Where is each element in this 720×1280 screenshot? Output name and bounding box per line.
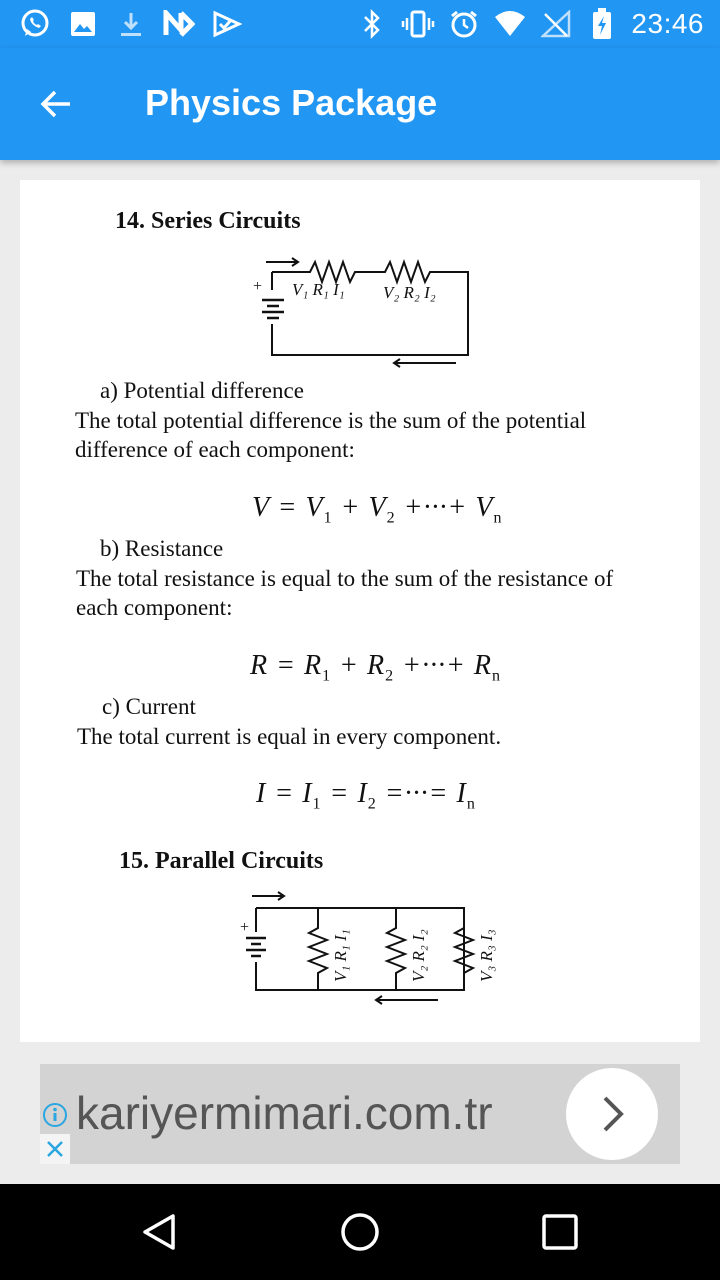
vibrate-icon — [401, 8, 435, 40]
nav-recents-button[interactable] — [536, 1208, 584, 1256]
wifi-icon — [493, 8, 527, 40]
back-button[interactable] — [28, 76, 84, 132]
clock: 23:46 — [631, 8, 704, 39]
positive-terminal-label: + — [253, 278, 263, 295]
current-subheading: c) Current — [102, 694, 196, 719]
no-signal-icon — [539, 8, 573, 40]
parallel-circuit-diagram — [238, 890, 498, 1010]
notification-icons — [18, 8, 244, 40]
parallel-positive-label: + — [240, 919, 250, 936]
system-icons — [355, 8, 704, 40]
current-equation: $I = I_1 = I_2$ =···= $I_n$ — [256, 778, 476, 813]
navigation-bar — [0, 1184, 720, 1280]
current-text: The total current is equal in every component. — [77, 724, 502, 749]
series-label-1: V₁ R₁ I₁ — [292, 280, 345, 299]
ad-banner[interactable] — [40, 1064, 680, 1164]
ad-close-button[interactable] — [40, 1134, 70, 1164]
series-circuit-diagram — [250, 260, 480, 370]
parallel-label-3: V₃ R₃ I₃ — [477, 929, 496, 982]
page-title: Physics Package — [145, 82, 438, 123]
bluetooth-icon — [355, 8, 389, 40]
nav-back-button[interactable] — [136, 1208, 184, 1256]
resistance-text: The total resistance is equal to the sum of the resistance of each component: — [76, 566, 614, 620]
ad-open-button[interactable] — [566, 1068, 658, 1160]
nav-recents-icon — [541, 1213, 579, 1251]
alarm-icon — [447, 8, 481, 40]
series-heading: 14. Series Circuits — [115, 208, 301, 234]
status-bar — [0, 0, 720, 48]
nav-back-icon — [140, 1212, 180, 1252]
resistance-subheading: b) Resistance — [100, 536, 224, 561]
app-bar — [0, 48, 720, 160]
download-icon — [114, 8, 148, 40]
potential-equation: $V = V_1 + V_2$ +···+ $V_n$ — [252, 492, 503, 527]
n-icon — [162, 8, 196, 40]
potential-subheading: a) Potential difference — [100, 378, 304, 403]
battery-charging-icon — [585, 8, 619, 40]
info-icon[interactable] — [42, 1102, 68, 1128]
arrow-back-icon — [38, 86, 74, 122]
close-icon — [45, 1139, 65, 1159]
resistance-equation: $R = R_1 + R_2$ +···+ $R_n$ — [250, 650, 502, 685]
series-label-2: V₂ R₂ I₂ — [383, 283, 436, 302]
image-icon — [66, 8, 100, 40]
chevron-right-icon — [592, 1094, 632, 1134]
parallel-heading: 15. Parallel Circuits — [119, 848, 324, 874]
nav-home-button[interactable] — [336, 1208, 384, 1256]
potential-text: The total potential difference is the sum of the potential difference of each component: — [75, 408, 587, 462]
parallel-label-2: V₂ R₂ I₂ — [409, 929, 428, 982]
play-check-icon — [210, 8, 244, 40]
whatsapp-icon — [18, 8, 52, 40]
content-page — [20, 180, 700, 1042]
nav-home-icon — [339, 1211, 381, 1253]
parallel-label-1: V₁ R₁ I₁ — [331, 929, 350, 982]
ad-text[interactable]: kariyermimari.com.tr — [76, 1087, 493, 1139]
